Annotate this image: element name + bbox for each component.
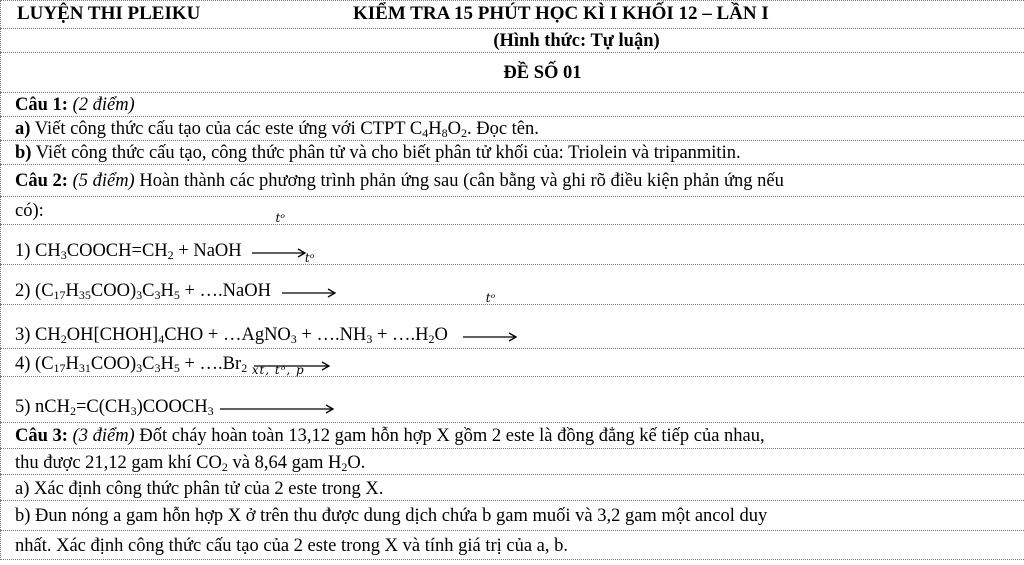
reaction-condition: xt, tᵒ, p — [251, 363, 305, 377]
right-arrow-icon — [220, 404, 336, 414]
q3-part-b: b) Đun nóng a gam hỗn hợp X ở trên thu được dung dịch chứa b gam muối và 3,2 gam một ancol duy — [0, 500, 1024, 530]
right-arrow-icon — [282, 288, 338, 298]
equation-3: 3) $CH_2OH[CHOH]_4CHO$ + …AgNO$_3$ + $\dots.NH_3$ + $\dots.H_2O$ tᵒ — [0, 304, 1024, 348]
exam-form: (Hình thức: Tự luận) — [0, 28, 1024, 52]
q3-part-a: a) Xác định công thức phân tử của 2 este trong X. — [0, 474, 1024, 500]
q1-part-b: b) Viết công thức cấu tạo, công thức phân tử và cho biết phân tử khối của: Triolein và tripanmitin. — [0, 140, 1024, 164]
q3-line-2: thu được 21,12 gam khí $CO_2$ và 8,64 gam $H_2O$. — [0, 448, 1024, 474]
q2-heading: Câu 2: (5 điểm) Hoàn thành các phương trình phản ứng sau (cân bằng và ghi rõ điều kiện phản ứng nếu — [0, 164, 1024, 196]
reaction-condition: tᵒ — [304, 251, 315, 265]
header-line — [0, 0, 1024, 28]
equation-5: 5) $nCH_2=C(CH_3)COOCH_3$ xt, tᵒ, p — [0, 376, 1024, 422]
right-arrow-icon — [463, 332, 519, 342]
q3-part-b-cont: nhất. Xác định công thức cấu tạo của 2 este trong X và tính giá trị của a, b. — [0, 530, 1024, 560]
q1-heading: Câu 1: (2 điểm) — [0, 92, 1024, 116]
equation-2: 2) $(C_{17}H_{35}COO)_3C_3H_5$ + ….NaOH tᵒ — [0, 264, 1024, 304]
reaction-condition: tᵒ — [275, 211, 285, 225]
equation-1: 1) $CH_3COOCH=CH_2$ + NaOH tᵒ — [0, 224, 1024, 264]
equation-4: 4) $(C_{17}H_{31}COO)_3C_3H_5$ + $\dots.Br_2$ — [0, 348, 1024, 376]
reaction-condition: tᵒ — [485, 291, 496, 305]
q2-intro-cont: có): — [0, 196, 1024, 224]
q1-part-a: a) Viết công thức cấu tạo của các este ứng với CTPT $C_4H_8O_2$. Đọc tên. — [0, 116, 1024, 140]
q3-heading: Câu 3: (3 điểm) Đốt cháy hoàn toàn 13,12 gam hỗn hợp X gồm 2 este là đồng đẳng kế tiếp của nhau, — [0, 422, 1024, 448]
exam-code: ĐỀ SỐ 01 — [0, 52, 1024, 92]
exam-title: KIỂM TRA 15 PHÚT HỌC KÌ I KHỐI 12 – LẦN I — [353, 3, 769, 24]
school-name: LUYỆN THI PLEIKU — [17, 3, 201, 24]
